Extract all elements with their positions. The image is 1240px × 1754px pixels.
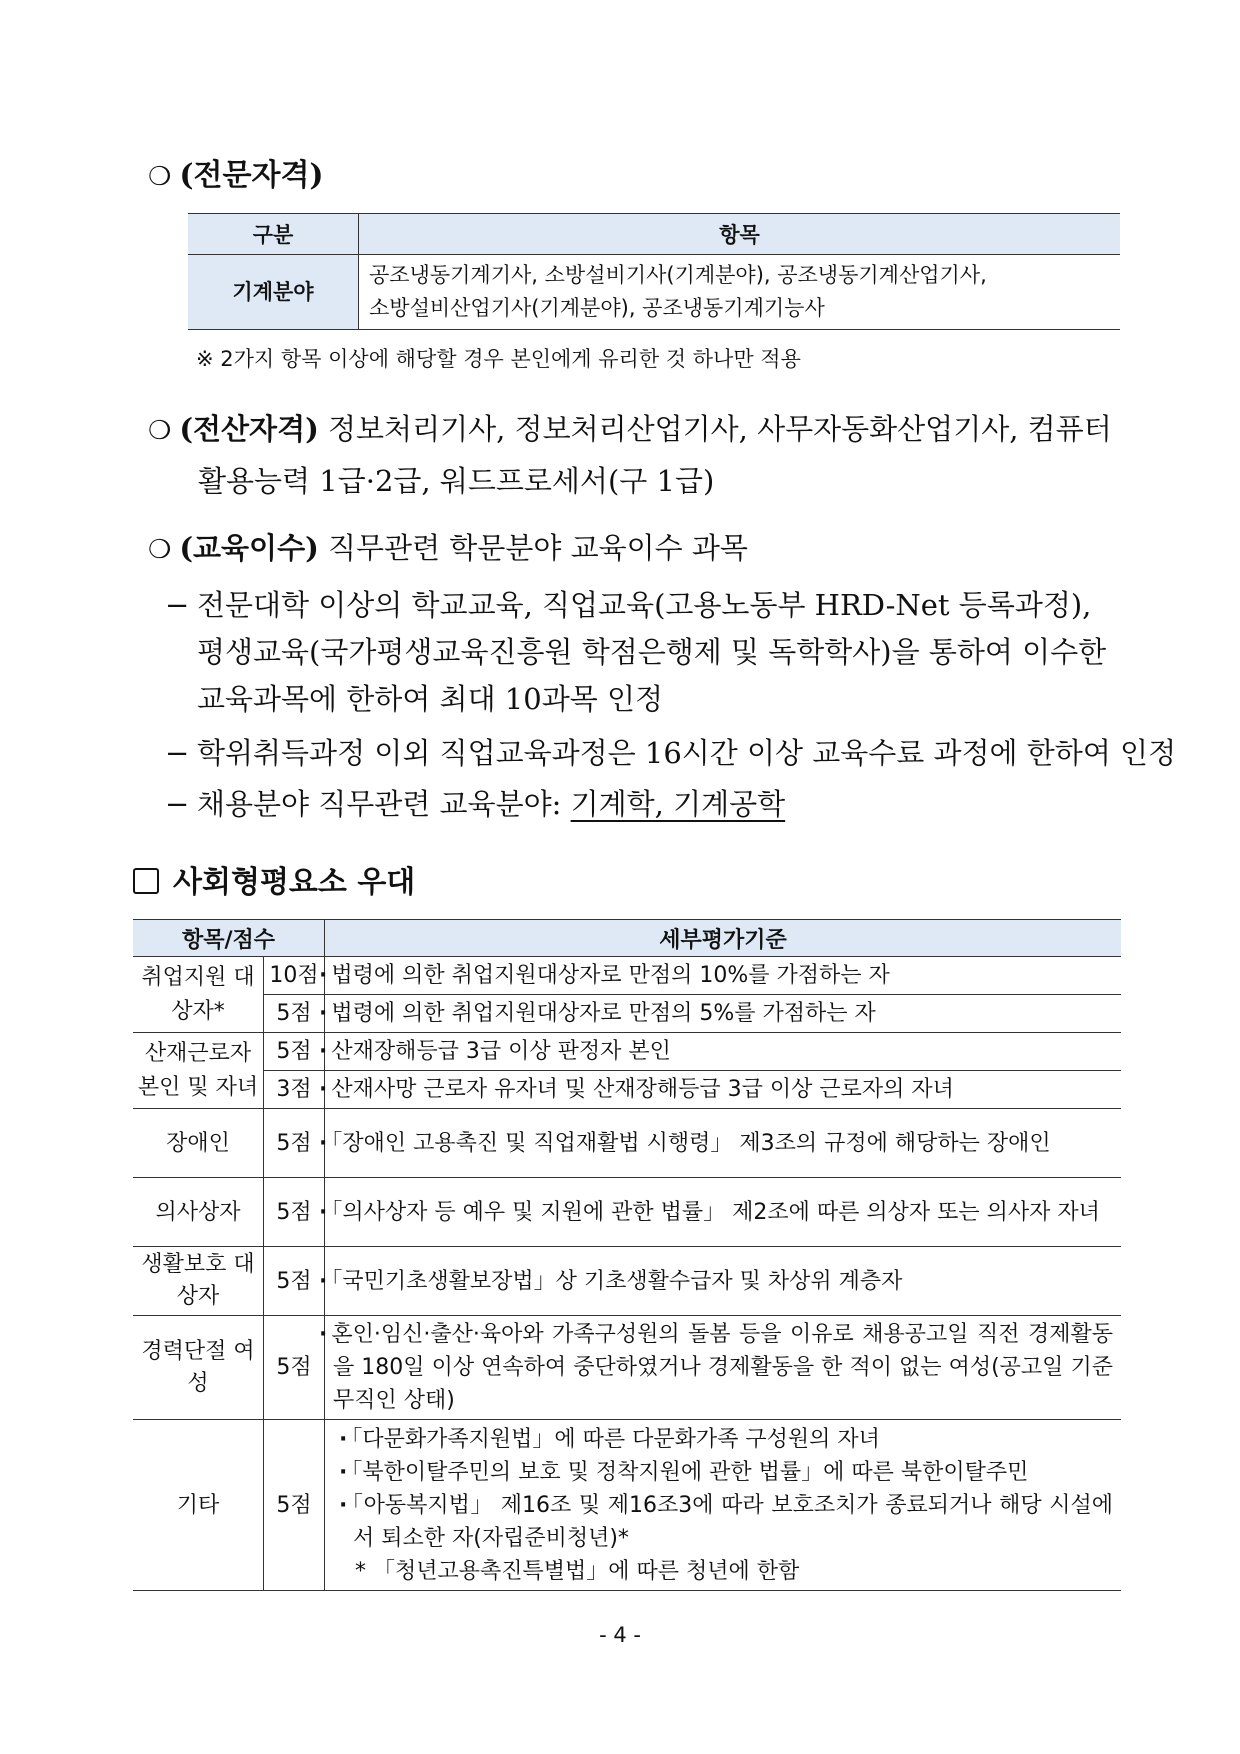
table-row bbox=[133, 1420, 1121, 1591]
dash-bullet: − bbox=[165, 736, 190, 770]
points-cell: 5점 bbox=[264, 1109, 325, 1178]
criteria-footnote: * 「청년고용촉진특별법」에 따른 청년에 한함 bbox=[355, 1558, 800, 1584]
heading-label: (전산자격) bbox=[179, 412, 319, 446]
criteria-cell: · 산재장해등급 3급 이상 판정자 본인 bbox=[325, 1033, 1122, 1071]
circle-bullet-icon: ❍ bbox=[148, 416, 172, 446]
education-field-label: 채용분야 직무관련 교육분야: bbox=[197, 787, 562, 821]
points-cell: 5점 bbox=[264, 995, 325, 1033]
section-heading-professional-cert bbox=[148, 150, 324, 194]
category-cell: 기타 bbox=[133, 1420, 264, 1591]
row-label-mechanical: 기계분야 bbox=[188, 255, 359, 330]
education-item-1-line: 교육과목에 한하여 최대 10과목 인정 bbox=[197, 682, 663, 716]
education-item-2-text: 학위취득과정 이외 직업교육과정은 16시간 이상 교육수료 과정에 한하여 인정 bbox=[197, 736, 1177, 770]
education-item-3 bbox=[165, 781, 1115, 828]
points-cell: 3점 bbox=[264, 1071, 325, 1109]
table-row bbox=[133, 1071, 1121, 1109]
points-cell: 5점 bbox=[264, 1247, 325, 1316]
section-social-equity-heading bbox=[133, 857, 415, 901]
table-row bbox=[133, 957, 1121, 995]
education-heading-text: 직무관련 학문분야 교육이수 과목 bbox=[328, 531, 748, 565]
category-cell: 경력단절 여성 bbox=[133, 1316, 264, 1420]
page-number: - 4 - bbox=[599, 1623, 641, 1647]
criteria-cell: · 산재사망 근로자 유자녀 및 산재장해등급 3급 이상 근로자의 자녀 bbox=[325, 1071, 1122, 1109]
section-education-heading bbox=[148, 523, 748, 575]
criteria-bullet: · 「북한이탈주민의 보호 및 정착지원에 관한 법률」에 따른 북한이탈주민 bbox=[333, 1456, 1113, 1489]
table-row bbox=[133, 1033, 1121, 1071]
education-field-value: 기계학, 기계공학 bbox=[570, 787, 786, 821]
footnote: ※ 2가지 항목 이상에 해당할 경우 본인에게 유리한 것 하나만 적용 bbox=[196, 347, 801, 371]
table-row bbox=[133, 1316, 1121, 1420]
category-cell: 장애인 bbox=[133, 1109, 264, 1178]
it-cert-line2: 활용능력 1급·2급, 워드프로세서(구 1급) bbox=[198, 464, 715, 498]
criteria-cell: · 법령에 의한 취업지원대상자로 만점의 10%를 가점하는 자 bbox=[325, 957, 1122, 995]
table-row bbox=[133, 1178, 1121, 1247]
cert-list-line: 공조냉동기계기사, 소방설비기사(기계분야), 공조냉동기계산업기사, bbox=[369, 263, 987, 287]
category-cell: 의사상자 bbox=[133, 1178, 264, 1247]
table-header-items: 항목 bbox=[359, 214, 1121, 255]
points-cell: 5점 bbox=[264, 1033, 325, 1071]
row-items-mechanical bbox=[359, 255, 1121, 330]
cert-list-line: 소방설비산업기사(기계분야), 공조냉동기계기능사 bbox=[369, 296, 825, 320]
category-cell: 생활보호 대상자 bbox=[133, 1247, 264, 1316]
heading-label: (전문자격) bbox=[179, 158, 324, 193]
table-row bbox=[133, 995, 1121, 1033]
checkbox-square-icon bbox=[133, 868, 159, 894]
category-cell: 취업지원 대상자* bbox=[133, 957, 264, 1033]
category-cell: 산재근로자 본인 및 자녀 bbox=[133, 1033, 264, 1109]
criteria-cell: · 「의사상자 등 예우 및 지원에 관한 법률」 제2조에 따른 의상자 또는 의사자 자녀 bbox=[325, 1178, 1122, 1247]
education-item-1 bbox=[165, 582, 1115, 723]
points-cell: 5점 bbox=[264, 1316, 325, 1420]
table-header-category: 구분 bbox=[188, 214, 359, 255]
professional-cert-table bbox=[188, 213, 1120, 330]
table-row bbox=[133, 1247, 1121, 1316]
it-cert-line1 bbox=[148, 404, 1112, 456]
criteria-cell: · 「국민기초생활보장법」상 기초생활수급자 및 차상위 계층자 bbox=[325, 1247, 1122, 1316]
circle-bullet-icon: ❍ bbox=[148, 162, 172, 192]
social-equity-table bbox=[133, 919, 1121, 1591]
criteria-cell: · 혼인·임신·출산·육아와 가족구성원의 돌봄 등을 이유로 채용공고일 직전 경제활동을 180일 이상 연속하여 중단하였거나 경제활동을 한 적이 없는 여성(공고일 기준 무직인 상태) bbox=[325, 1316, 1122, 1420]
criteria-cell: · 법령에 의한 취업지원대상자로 만점의 5%를 가점하는 자 bbox=[325, 995, 1122, 1033]
criteria-cell bbox=[325, 1420, 1122, 1591]
criteria-bullet: · 「다문화가족지원법」에 따른 다문화가족 구성원의 자녀 bbox=[333, 1423, 1113, 1456]
heading-label: (교육이수) bbox=[179, 531, 319, 565]
criteria-bullet: · 「아동복지법」 제16조 및 제16조3에 따라 보호조치가 종료되거나 해당 시설에서 퇴소한 자(자립준비청년)* bbox=[333, 1489, 1113, 1555]
circle-bullet-icon: ❍ bbox=[148, 535, 172, 565]
dash-bullet: − bbox=[165, 787, 190, 821]
points-cell: 5점 bbox=[264, 1420, 325, 1591]
education-item-2 bbox=[165, 730, 1177, 777]
section-it-cert bbox=[148, 404, 1112, 506]
education-item-1-line: 평생교육(국가평생교육진흥원 학점은행제 및 독학학사)을 통하여 이수한 bbox=[197, 635, 1107, 669]
points-cell: 10점 bbox=[264, 957, 325, 995]
points-cell: 5점 bbox=[264, 1178, 325, 1247]
section-title: 사회형평요소 우대 bbox=[173, 865, 416, 900]
it-cert-text: 정보처리기사, 정보처리산업기사, 사무자동화산업기사, 컴퓨터 bbox=[328, 412, 1112, 446]
dash-bullet: − bbox=[165, 588, 190, 622]
criteria-cell: · 「장애인 고용촉진 및 직업재활법 시행령」 제3조의 규정에 해당하는 장애인 bbox=[325, 1109, 1122, 1178]
education-item-1-line: 전문대학 이상의 학교교육, 직업교육(고용노동부 HRD-Net 등록과정), bbox=[197, 588, 1092, 622]
table-row bbox=[133, 1109, 1121, 1178]
table-header-criteria: 세부평가기준 bbox=[325, 920, 1122, 957]
table-header-item-score: 항목/점수 bbox=[133, 920, 325, 957]
